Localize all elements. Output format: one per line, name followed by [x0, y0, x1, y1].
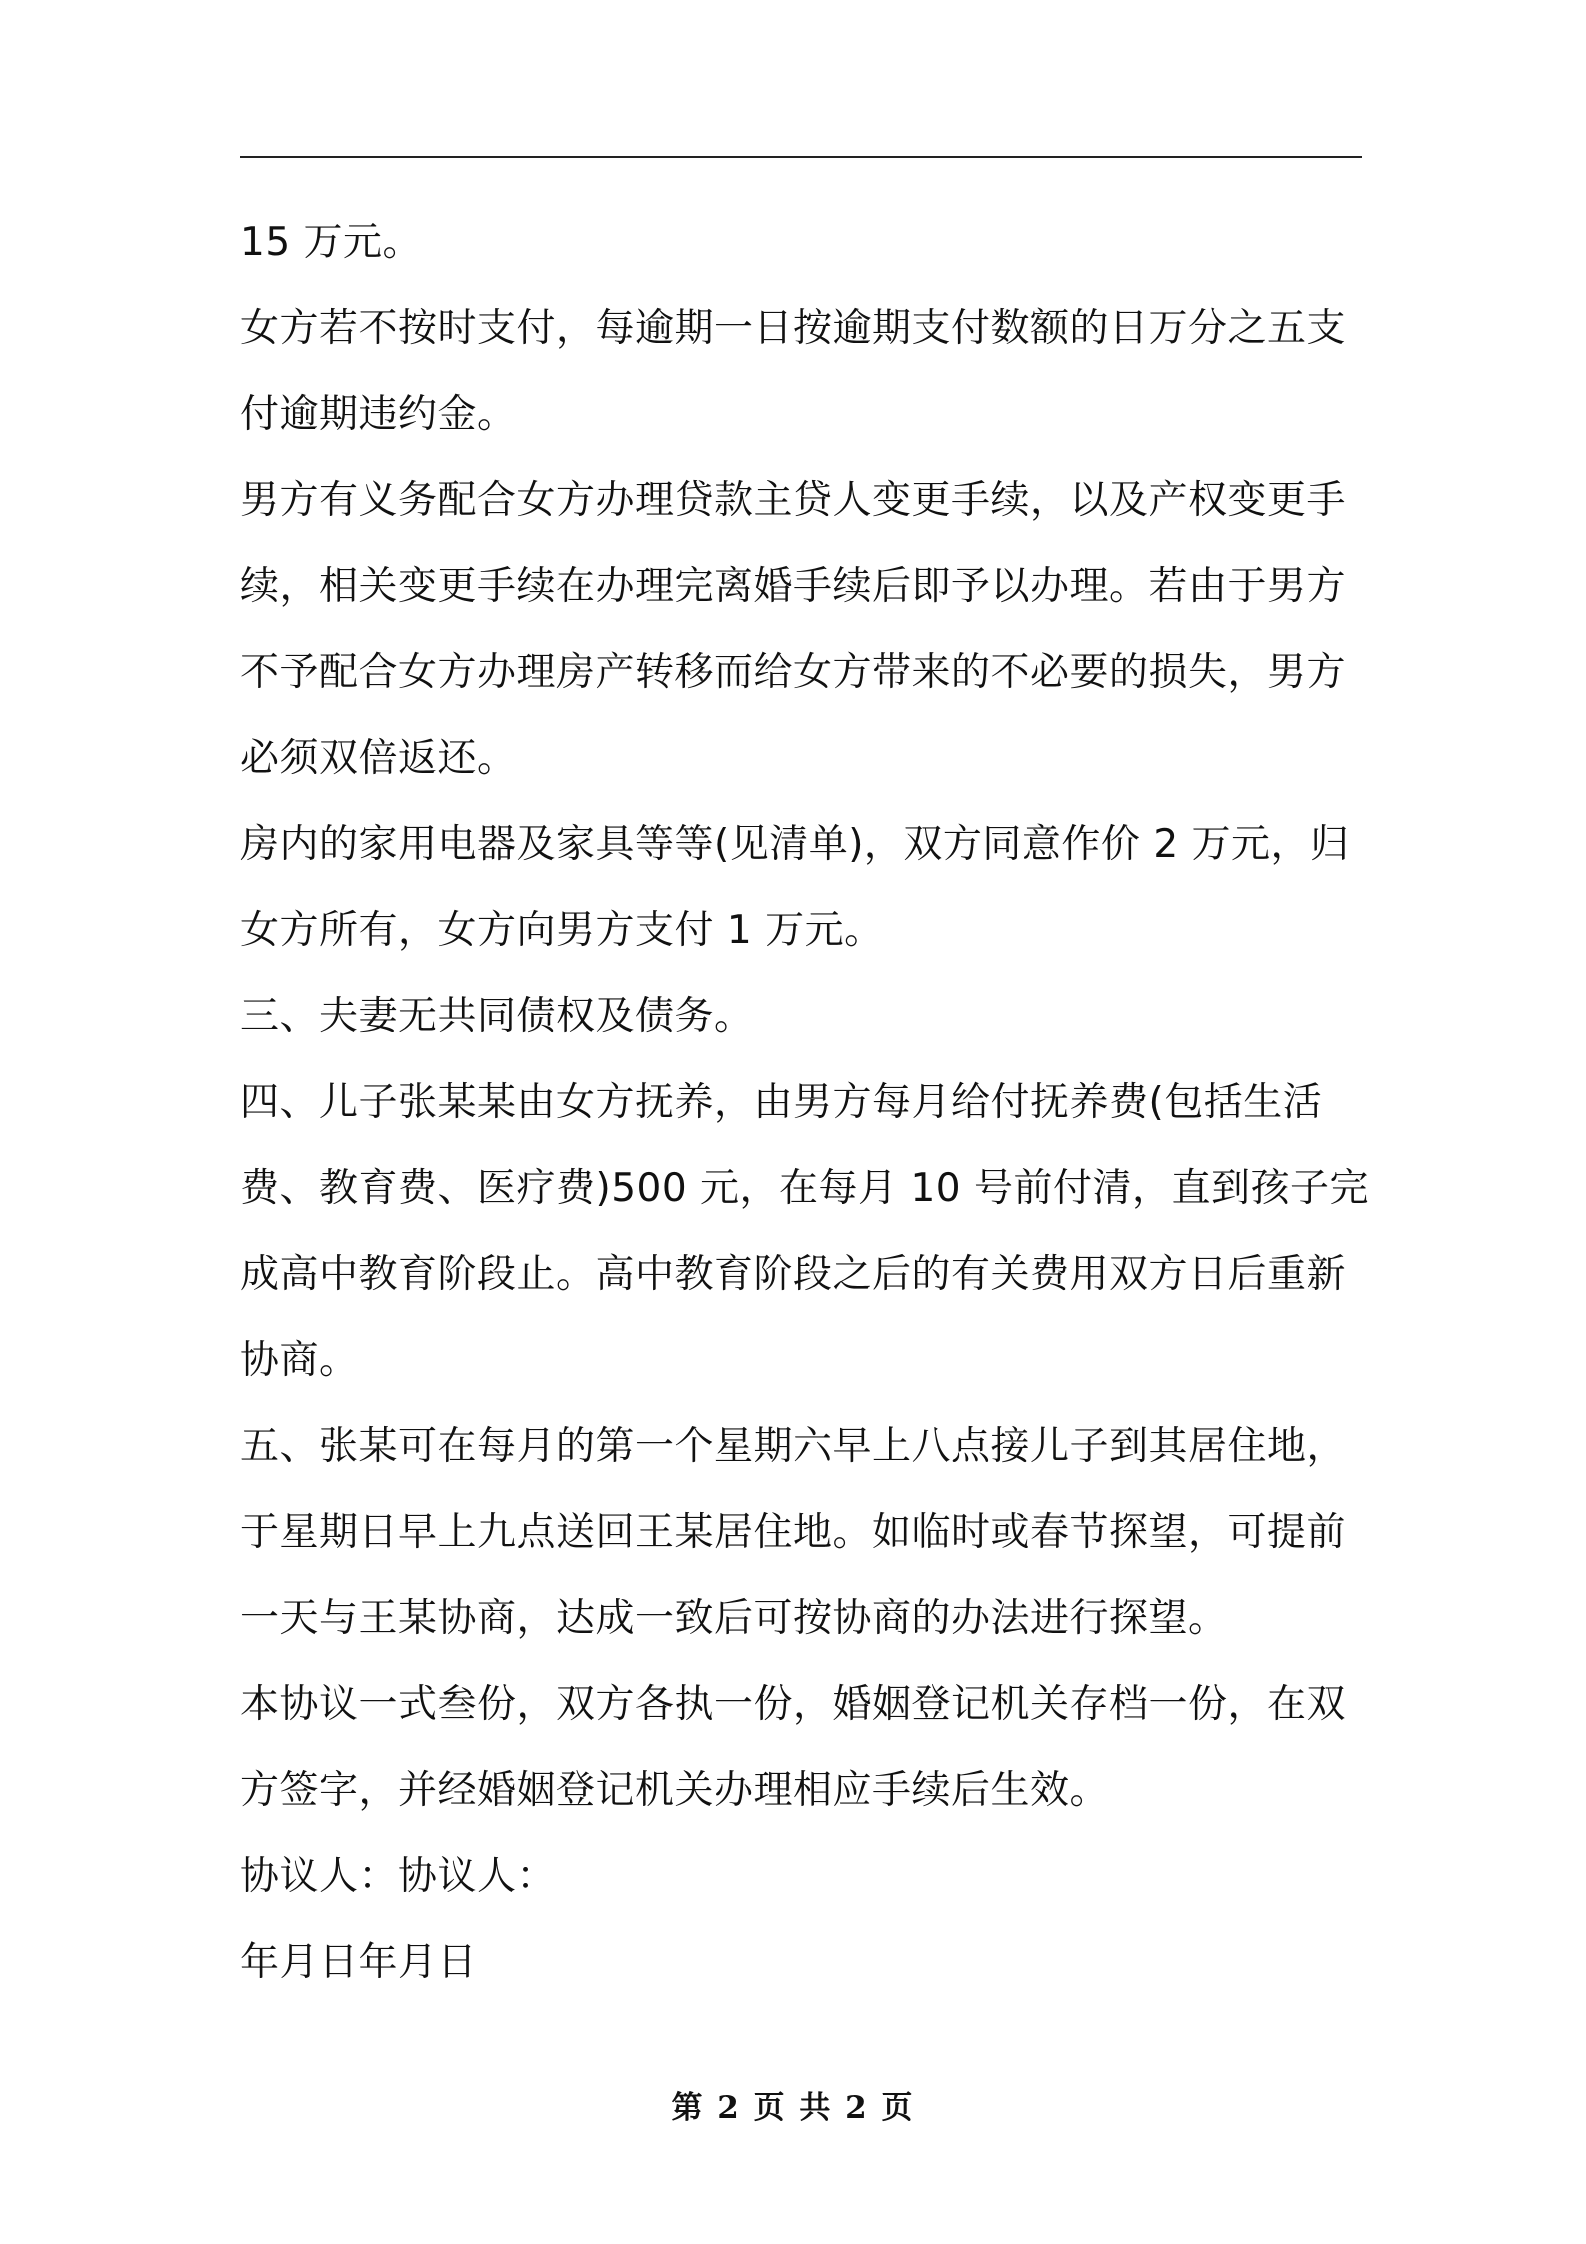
signature-line: 协议人：协议人：: [240, 1854, 557, 1899]
paragraph-copies: 本协议一式叁份，双方各执一份，婚姻登记机关存档一份，在双方签字，并经婚姻登记机关办理相应手续后生效。: [240, 1682, 1347, 1813]
paragraph-appliances: 房内的家用电器及家具等等(见清单)，双方同意作价 2 万元，归女方所有，女方向男方支付 1 万元。: [240, 822, 1350, 953]
paragraph-child-support: 四、儿子张某某由女方抚养，由男方每月给付抚养费(包括生活费、教育费、医疗费)500 元，在每月 10 号前付清，直到孩子完成高中教育阶段止。高中教育阶段之后的有关费用双方日后重新协商。: [240, 1080, 1369, 1383]
header-rule: [240, 156, 1362, 158]
paragraph-loan-transfer: 男方有义务配合女方办理贷款主贷人变更手续，以及产权变更手续，相关变更手续在办理完离婚手续后即予以办理。若由于男方不予配合女方办理房产转移而给女方带来的不必要的损失，男方必须双倍返还。: [240, 478, 1347, 781]
document-body: [240, 200, 1380, 2006]
paragraph-visitation: 五、张某可在每月的第一个星期六早上八点接儿子到其居住地，于星期日早上九点送回王某居住地。如临时或春节探望，可提前一天与王某协商，达成一致后可按协商的办法进行探望。: [240, 1424, 1347, 1641]
page-number-footer: 第 2 页 共 2 页: [671, 2090, 915, 2126]
paragraph-debts: 三、夫妻无共同债权及债务。: [240, 994, 754, 1039]
date-line: 年月日年月日: [240, 1940, 478, 1985]
paragraph-amount-tail: 15 万元。: [240, 220, 423, 265]
paragraph-late-payment: 女方若不按时支付，每逾期一日按逾期支付数额的日万分之五支付逾期违约金。: [240, 306, 1347, 437]
